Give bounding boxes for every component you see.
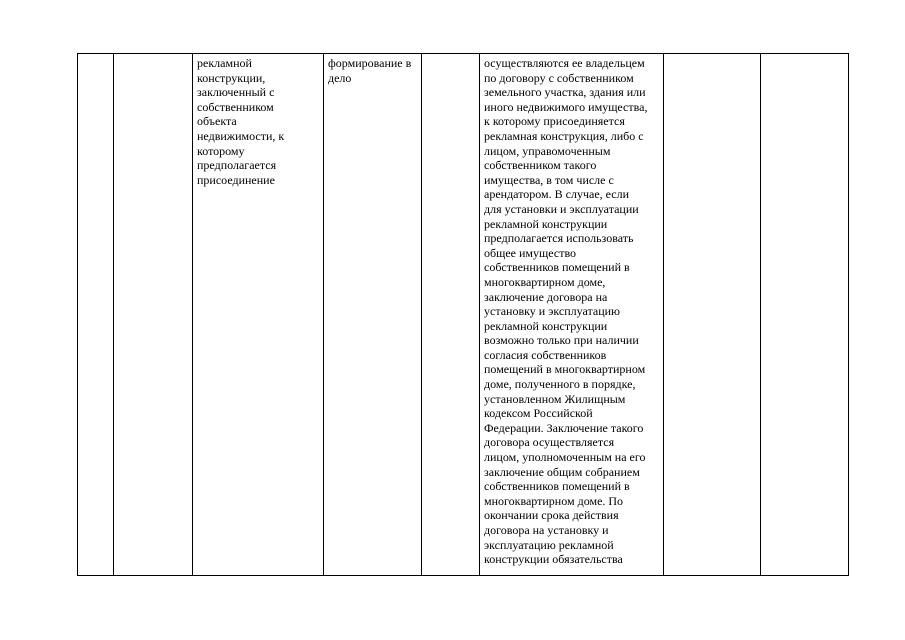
cell-text-line: возможно только при наличии (484, 333, 639, 348)
cell-text-line: формирование в (328, 56, 412, 70)
cell-text-line: собственником такого (484, 158, 597, 173)
cell-text-line: недвижимости, к (197, 128, 285, 143)
cell-text-line: заключение договора на (484, 289, 608, 304)
cell-text-line: договора на установку и (484, 523, 609, 537)
cell-text-line: доме, полученного в порядке, (484, 377, 636, 392)
cell-text-line: договора осуществляется (484, 435, 615, 450)
cell-text-line: установленном Жилищным (484, 391, 626, 406)
table-cell-col-7 (664, 54, 761, 576)
cell-text-line: многоквартирном доме, (484, 274, 606, 289)
cell-text-line: установку и эксплуатацию (484, 304, 621, 319)
table-cell-col-2 (114, 54, 193, 576)
cell-text-line: конструкции, (197, 70, 266, 85)
cell-text-line: рекламной (197, 56, 252, 70)
cell-text-line: по договору с собственником (484, 70, 634, 85)
table-cell-col-5 (422, 54, 480, 576)
cell-text-line: собственником (197, 99, 274, 114)
cell-text-line: рекламная конструкция, либо с (484, 128, 644, 143)
table-cell-col-1 (78, 54, 114, 576)
table-cell-col-6 (480, 54, 664, 576)
cell-text-line: присоединение (197, 172, 275, 187)
cell-text-line: имущества, в том числе с (484, 172, 614, 187)
table-row (78, 54, 849, 576)
cell-text-line: заключение общим собранием (484, 464, 640, 479)
cell-text-line: земельного участка, здания или (484, 85, 646, 100)
cell-text-line: общее имущество (484, 245, 577, 260)
cell-text-line: кодексом Российской (484, 406, 593, 421)
document-table (77, 53, 849, 576)
cell-text-line: рекламной конструкции (484, 318, 608, 333)
cell-text-line: арендатором. В случае, если (484, 187, 630, 202)
cell-text-line: помещений в многоквартирном (484, 362, 646, 377)
cell-text-line: к которому присоединяется (484, 114, 625, 129)
cell-text-line: осуществляются ее владельцем (484, 56, 645, 70)
cell-text-line: дело (328, 70, 352, 85)
cell-text-line: для установки и эксплуатации (484, 201, 639, 216)
table-cell-col-4 (324, 54, 422, 576)
cell-text-line: собственников помещений в (484, 479, 630, 494)
table-cell-col-3 (193, 54, 324, 576)
cell-text-line: многоквартирном доме. По (484, 493, 624, 508)
cell-text-line: конструкции обязательства (484, 552, 623, 567)
cell-text-line: предполагается использовать (484, 231, 634, 246)
cell-text-line: лицом, уполномоченным на его (484, 450, 646, 465)
cell-text-line: рекламной конструкции (484, 216, 608, 231)
cell-text-line: предполагается (197, 158, 277, 173)
cell-text-line: окончании срока действия (484, 508, 619, 523)
cell-text-line: эксплуатацию рекламной (484, 537, 614, 552)
cell-text-line: иного недвижимого имущества, (484, 99, 648, 114)
cell-text-line: объекта (197, 114, 237, 129)
cell-text-line: которому (197, 143, 245, 158)
table-cell-col-8 (761, 54, 849, 576)
cell-text-line: лицом, управомоченным (484, 143, 611, 158)
cell-text-line: Федерации. Заключение такого (484, 420, 644, 435)
cell-text-line: согласия собственников (484, 347, 607, 362)
cell-text-line: собственников помещений в (484, 260, 630, 275)
cell-text-line: заключенный с (197, 85, 275, 100)
